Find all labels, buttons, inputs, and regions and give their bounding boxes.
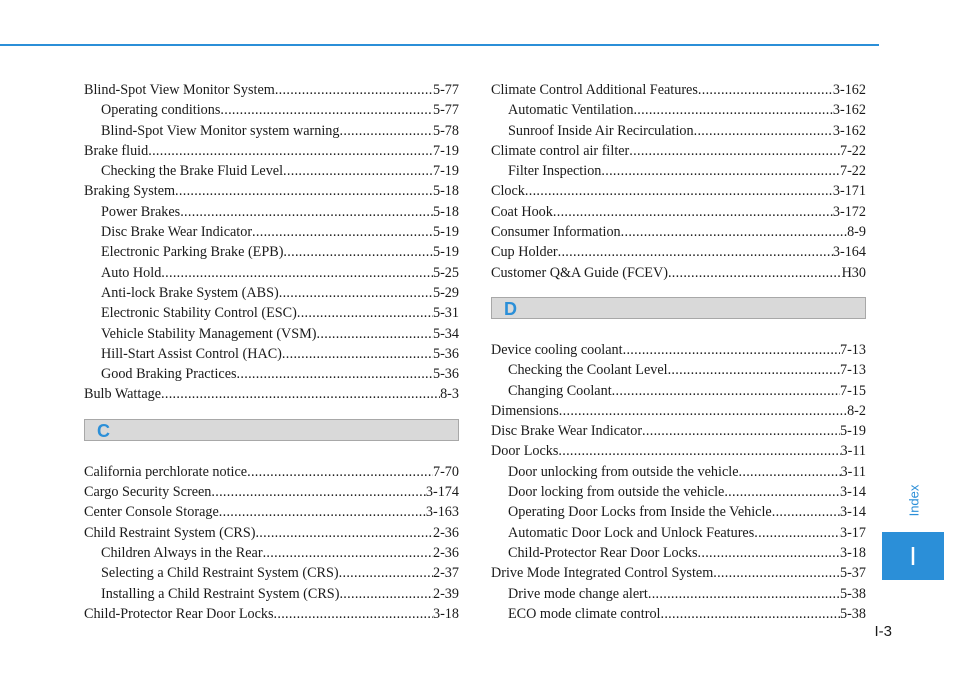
index-subentry[interactable] [491, 121, 866, 141]
dot-leader [601, 161, 840, 181]
index-subentry[interactable] [84, 364, 459, 384]
entry-title: Cargo Security Screen [84, 484, 212, 501]
entry-title: Checking the Coolant Level [508, 362, 668, 379]
dot-leader [612, 381, 840, 401]
entry-page: 3-171 [832, 183, 866, 200]
dot-leader [275, 80, 433, 100]
index-subentry[interactable] [491, 482, 866, 502]
index-subentry[interactable] [84, 263, 459, 283]
entry-title: Consumer Information [491, 224, 621, 241]
entry-title: Good Braking Practices [101, 366, 237, 383]
entry-title: Operating Door Locks from Inside the Vehicle [508, 504, 772, 521]
dot-leader [724, 482, 840, 502]
dot-leader [161, 384, 440, 404]
index-entry[interactable] [491, 222, 866, 242]
entry-page: 5-36 [432, 345, 459, 362]
entry-title: Blind-Spot View Monitor system warning [101, 122, 340, 139]
dot-leader [648, 584, 840, 604]
entry-page: 3-11 [840, 443, 866, 460]
index-subentry[interactable] [491, 381, 866, 401]
entry-page: 5-31 [432, 305, 459, 322]
dot-leader [642, 421, 840, 441]
dot-leader [772, 502, 840, 522]
entry-page: 5-77 [432, 102, 459, 119]
dot-leader [339, 584, 433, 604]
entry-page: 5-38 [839, 585, 866, 602]
entry-page: 5-77 [432, 82, 459, 98]
entry-title: Electronic Stability Control (ESC) [101, 305, 297, 322]
index-tab-letter: I [909, 541, 917, 571]
entry-page: 7-13 [839, 341, 866, 358]
entry-title: Vehicle Stability Management (VSM) [101, 325, 317, 342]
entry-title: Climate control air filter [491, 142, 630, 159]
entry-title: Anti-lock Brake System (ABS) [101, 284, 279, 301]
entry-title: Operating conditions [101, 102, 221, 119]
index-entry[interactable] [84, 141, 459, 161]
index-entry[interactable] [491, 202, 866, 222]
dot-leader [263, 543, 433, 563]
dot-leader [279, 283, 433, 303]
index-subentry[interactable] [84, 242, 459, 262]
index-tab[interactable] [882, 532, 944, 580]
index-entry[interactable] [84, 523, 459, 543]
entry-page: 3-172 [832, 203, 866, 220]
dot-leader [553, 202, 833, 222]
index-subentry[interactable] [491, 161, 866, 181]
entry-title: Dimensions [491, 402, 559, 419]
entry-title: Electronic Parking Brake (EPB) [101, 244, 284, 261]
index-subentry[interactable] [491, 502, 866, 522]
entry-title: Door unlocking from outside the vehicle [508, 463, 739, 480]
entry-page: 8-3 [440, 386, 459, 403]
dot-leader [283, 242, 433, 262]
index-subentry[interactable] [84, 563, 459, 583]
entry-page: 5-18 [432, 203, 459, 220]
dot-leader [559, 401, 847, 421]
entry-page: 7-15 [839, 382, 866, 399]
entry-page: 5-25 [432, 264, 459, 281]
entry-page: 7-22 [839, 142, 866, 159]
entry-title: Installing a Child Restraint System (CRS) [101, 585, 340, 602]
index-entry[interactable] [491, 421, 866, 441]
entry-title: Door locking from outside the vehicle [508, 484, 725, 501]
entry-title: Selecting a Child Restraint System (CRS) [101, 565, 339, 582]
dot-leader [525, 181, 833, 201]
dot-leader [161, 263, 433, 283]
index-side-label [901, 470, 927, 530]
entry-title: Changing Coolant [508, 382, 612, 399]
index-subentry[interactable] [491, 100, 866, 120]
entry-page: 3-14 [839, 504, 866, 521]
entry-title: Checking the Brake Fluid Level [101, 163, 284, 180]
entry-title: Children Always in the Rear [101, 544, 263, 561]
entry-title: Auto Hold [101, 264, 162, 281]
index-entry[interactable] [491, 401, 866, 421]
dot-leader [340, 121, 433, 141]
page-number: I-3 [874, 623, 892, 640]
entry-page: 8-2 [847, 402, 866, 419]
section-header-d [491, 297, 866, 319]
dot-leader [339, 563, 433, 583]
entry-page: 5-29 [432, 284, 459, 301]
index-entry[interactable] [491, 441, 866, 461]
entry-page: 5-18 [432, 183, 459, 200]
dot-leader [282, 344, 433, 364]
index-entry[interactable] [491, 80, 866, 100]
entry-page: 3-162 [832, 82, 866, 98]
dot-leader [698, 80, 833, 100]
entry-title: Customer Q&A Guide (FCEV) [491, 264, 668, 281]
dot-leader [558, 441, 840, 461]
index-entry[interactable] [491, 263, 866, 283]
entry-title: Brake fluid [84, 142, 149, 159]
entry-title: Bulb Wattage [84, 386, 162, 403]
entry-page: 7-22 [839, 163, 866, 180]
index-entry[interactable] [491, 340, 866, 360]
index-subentry[interactable] [491, 584, 866, 604]
entry-title: Hill-Start Assist Control (HAC) [101, 345, 282, 362]
entry-title: Drive mode change alert [508, 585, 648, 602]
index-subentry[interactable] [84, 222, 459, 242]
index-entry[interactable] [84, 502, 459, 522]
entry-page: 5-19 [432, 244, 459, 261]
index-subentry[interactable] [84, 161, 459, 181]
entry-title: Child Restraint System (CRS) [84, 524, 256, 541]
index-subentry[interactable] [491, 462, 866, 482]
entry-title: Coat Hook [491, 203, 553, 220]
dot-leader [629, 141, 840, 161]
index-entry[interactable] [491, 242, 866, 262]
entry-title: Clock [491, 183, 525, 200]
entry-page: 5-19 [432, 224, 459, 241]
dot-leader [713, 563, 840, 583]
entry-page: 3-162 [832, 122, 866, 139]
index-label-text: Index [906, 484, 922, 516]
entry-title: ECO mode climate control [508, 605, 661, 622]
dot-leader [252, 222, 433, 242]
dot-leader [754, 523, 840, 543]
entry-title: Sunroof Inside Air Recirculation [508, 122, 694, 139]
entry-page: 2-39 [432, 585, 459, 602]
index-entry[interactable] [84, 181, 459, 201]
index-entry[interactable] [491, 181, 866, 201]
entry-title: Filter Inspection [508, 163, 602, 180]
entry-title: Blind-Spot View Monitor System [84, 82, 275, 98]
dot-leader [237, 364, 433, 384]
index-entry[interactable] [84, 384, 459, 404]
entry-page: 7-19 [432, 163, 459, 180]
index-column-right [491, 80, 866, 624]
entry-page: 5-34 [432, 325, 459, 342]
entry-title: Climate Control Additional Features [491, 82, 698, 98]
entry-title: Braking System [84, 183, 176, 200]
dot-leader [317, 324, 433, 344]
dot-leader [297, 303, 433, 323]
index-subentry[interactable] [84, 584, 459, 604]
entry-page: 2-36 [432, 524, 459, 541]
dot-leader [180, 202, 433, 222]
index-subentry[interactable] [84, 202, 459, 222]
entry-page: 5-36 [432, 366, 459, 383]
entry-title: Disc Brake Wear Indicator [491, 423, 643, 440]
index-entry[interactable] [491, 141, 866, 161]
entry-page: 3-14 [839, 484, 866, 501]
dot-leader [694, 121, 833, 141]
index-entry[interactable] [84, 462, 459, 482]
index-subentry[interactable] [491, 543, 866, 563]
index-entry[interactable] [84, 482, 459, 502]
dot-leader [668, 360, 840, 380]
dot-leader [211, 482, 426, 502]
dot-leader [698, 543, 840, 563]
entry-page: 3-164 [832, 244, 866, 261]
entry-title: Child-Protector Rear Door Locks [84, 605, 274, 622]
entry-page: 7-19 [432, 142, 459, 159]
dot-leader [621, 222, 847, 242]
entry-title: Door Locks [491, 443, 559, 460]
entry-page: 3-17 [839, 524, 866, 541]
index-subentry[interactable] [84, 283, 459, 303]
entry-title: Child-Protector Rear Door Locks [508, 544, 698, 561]
index-subentry[interactable] [491, 604, 866, 624]
section-letter: D [504, 298, 517, 319]
dot-leader [148, 141, 433, 161]
dot-leader [739, 462, 841, 482]
entry-page: 3-163 [425, 504, 459, 521]
entry-page: 5-78 [432, 122, 459, 139]
section-letter: C [97, 420, 110, 441]
section-header-c [84, 419, 459, 441]
dot-leader [175, 181, 433, 201]
entry-page: 5-19 [839, 423, 866, 440]
entry-page: 2-36 [432, 544, 459, 561]
index-subentry[interactable] [84, 121, 459, 141]
entry-page: 3-174 [425, 484, 459, 501]
entry-page: 3-162 [832, 102, 866, 119]
entry-page: H30 [841, 264, 866, 281]
entry-title: California perchlorate notice [84, 463, 248, 480]
dot-leader [255, 523, 433, 543]
index-column-left [84, 80, 459, 624]
entry-page: 5-38 [839, 605, 866, 622]
index-entry[interactable] [84, 604, 459, 624]
entry-page: 7-70 [432, 463, 459, 480]
entry-page: 3-11 [840, 463, 866, 480]
dot-leader [247, 462, 433, 482]
dot-leader [558, 242, 833, 262]
entry-page: 3-18 [432, 605, 459, 622]
dot-leader [668, 263, 842, 283]
entry-title: Power Brakes [101, 203, 181, 220]
entry-page: 3-18 [839, 544, 866, 561]
index-subentry[interactable] [491, 360, 866, 380]
entry-page: 2-37 [432, 565, 459, 582]
index-subentry[interactable] [84, 344, 459, 364]
entry-title: Cup Holder [491, 244, 558, 261]
dot-leader [283, 161, 433, 181]
entry-page: 8-9 [847, 224, 866, 241]
entry-title: Automatic Door Lock and Unlock Features [508, 524, 755, 541]
dot-leader [274, 604, 433, 624]
dot-leader [623, 340, 840, 360]
index-subentry[interactable] [84, 303, 459, 323]
dot-leader [220, 100, 433, 120]
entry-title: Drive Mode Integrated Control System [491, 565, 714, 582]
index-entry[interactable] [84, 80, 459, 100]
index-entry[interactable] [491, 563, 866, 583]
entry-title: Center Console Storage [84, 504, 219, 521]
dot-leader [219, 502, 426, 522]
index-subentry[interactable] [84, 543, 459, 563]
entry-page: 7-13 [839, 362, 866, 379]
dot-leader [633, 100, 832, 120]
dot-leader [660, 604, 840, 624]
header-rule [0, 44, 879, 46]
entry-title: Disc Brake Wear Indicator [101, 224, 253, 241]
entry-page: 5-37 [839, 565, 866, 582]
entry-title: Device cooling coolant [491, 341, 623, 358]
index-subentry[interactable] [491, 523, 866, 543]
index-subentry[interactable] [84, 324, 459, 344]
entry-title: Automatic Ventilation [508, 102, 634, 119]
index-subentry[interactable] [84, 100, 459, 120]
